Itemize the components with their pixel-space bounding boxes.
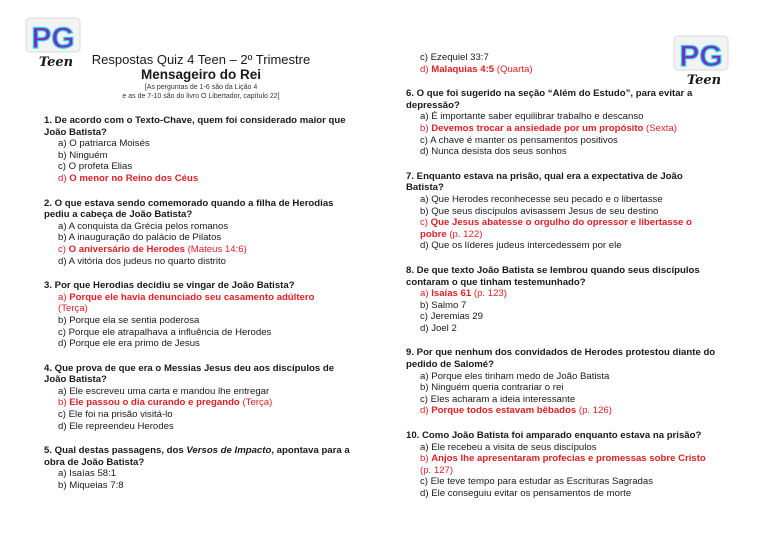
q8-option-a-reference: (p. 123) — [471, 288, 507, 300]
q6-option-b-letter: b) — [420, 122, 432, 134]
q5-option-a: a) Isaías 58:1 — [58, 468, 117, 480]
logo-text: PG — [31, 22, 75, 55]
q3-option-b: b) Porque ela se sentia poderosa — [58, 314, 200, 326]
q10-option-b-letter: b) — [420, 453, 432, 465]
q2-option-d: d) A vitória dos judeus no quarto distrito — [58, 255, 226, 267]
logo-subtext: Teen — [38, 55, 74, 70]
q8-option-a-answer: Isaías 61 — [431, 288, 472, 300]
q10-option-d: d) Ele conseguiu evitar os pensamentos de morte — [420, 488, 632, 499]
question-5-text-emphasis: Versos de Impacto — [186, 445, 272, 457]
question-2-text: 2. O que estava sendo comemorado quando a filha de Herodias pediu a cabeça de João Batista? — [44, 197, 334, 221]
q4-option-a: a) Ele escreveu uma carta e mandou lhe entregar — [58, 385, 270, 397]
q8-option-d: d) Joel 2 — [420, 322, 457, 334]
q1-option-d-answer: O menor no Reino dos Céus — [69, 172, 199, 184]
pg-teen-logo — [18, 12, 88, 74]
question-6-text: 6. O que foi sugerido na seção “Além do Estudo”, para evitar a depressão? — [406, 88, 693, 111]
q10-option-b-correct — [406, 453, 716, 476]
page-header — [80, 52, 322, 101]
q6-option-b-answer: Devemos trocar a ansiedade por um propósito — [431, 122, 644, 134]
q9-option-c: c) Eles acharam a ideia interessante — [420, 393, 576, 405]
q4-option-b-letter: b) — [58, 397, 70, 409]
q3-option-a-answer: Porque ele havia denunciado seu casamento adúltero — [69, 291, 315, 303]
question-8-text: 8. De que texto João Batista se lembrou quando seus discípulos contaram o que tinham testemunhado? — [406, 264, 700, 288]
q7-option-d: d) Que os líderes judeus intercedessem por ele — [420, 240, 622, 252]
q4-option-c: c) Ele foi na prisão visitá-lo — [58, 409, 173, 421]
q7-option-c-letter: c) — [420, 217, 431, 229]
q5-option-b: b) Miqueias 7:8 — [58, 480, 124, 492]
q3-option-a-correct — [44, 292, 354, 304]
q10-option-a: a) Ele recebeu a visita de seus discípulos — [420, 441, 597, 453]
q4-option-b-reference: (Terça) — [239, 397, 273, 409]
q9-option-d-letter: d) — [420, 405, 432, 417]
q10-option-b-reference: (p. 127) — [420, 464, 454, 476]
q5-option-d-answer: Malaquias 4:5 — [431, 63, 495, 75]
q9-option-b: b) Ninguém queria contrariar o rei — [420, 382, 564, 394]
question-5 — [44, 445, 354, 491]
q7-option-a: a) Que Herodes reconhecesse seu pecado e o libertasse — [420, 193, 663, 205]
q2-option-a: a) A conquista da Grécia pelos romanos — [58, 220, 229, 232]
logo-right-text: PG — [679, 40, 723, 73]
question-4-text: 4. Que prova de que era o Messias Jesus deu aos discípulos de João Batista? — [44, 362, 335, 386]
q3-option-a-letter: a) — [58, 291, 70, 303]
q9-option-d-correct — [406, 405, 716, 417]
right-column — [406, 52, 716, 513]
q1-option-a: a) O patriarca Moisés — [58, 138, 150, 150]
question-3-text: 3. Por que Herodias decidiu se vingar de João Batista? — [44, 280, 295, 292]
q8-option-c: c) Jeremias 29 — [420, 311, 483, 323]
question-9 — [406, 347, 716, 417]
q2-option-c-correct — [44, 244, 354, 256]
q8-option-b: b) Salmo 7 — [420, 299, 467, 311]
q10-option-c: c) Ele teve tempo para estudar as Escrituras Sagradas — [420, 476, 654, 488]
header-note-line-1: [As perguntas de 1-6 são da Lição 4 — [144, 84, 258, 91]
question-10-text: 10. Como João Batista foi amparado enquanto estava na prisão? — [406, 430, 702, 442]
q4-option-d: d) Ele repreendeu Herodes — [58, 420, 174, 432]
q5-option-c: c) Ezequiel 33:7 — [420, 52, 489, 63]
header-note-line-2: e as de 7-10 são do livro O Libertador, capítulo 22] — [122, 93, 280, 100]
page-subtitle: Mensageiro do Rei — [140, 67, 262, 82]
q1-option-d-letter: d) — [58, 172, 70, 184]
logo-right-subtext: Teen — [686, 73, 722, 88]
q7-option-c-reference: (p. 122) — [446, 228, 483, 240]
q3-option-c: c) Porque ele atrapalhava a influência de Herodes — [58, 326, 272, 338]
q3-option-d: d) Porque ele era primo de Jesus — [58, 338, 200, 350]
question-3 — [44, 280, 354, 350]
q9-option-d-reference: (p. 126) — [576, 405, 612, 417]
question-1 — [44, 115, 354, 185]
question-5-text — [44, 445, 354, 468]
question-5-text-end: , apontava para a obra de João Batista? — [44, 445, 350, 468]
q5-option-d-letter: d) — [420, 63, 432, 75]
question-5-continued — [406, 52, 716, 75]
q4-option-b-correct — [44, 397, 354, 409]
q5-option-d-reference: (Quarta) — [494, 63, 533, 75]
q7-option-c-correct — [406, 217, 716, 240]
question-4 — [44, 363, 354, 433]
page-title: Respostas Quiz 4 Teen – 2º Trimestre — [91, 52, 311, 67]
q7-option-b: b) Que seus discípulos avisassem Jesus de seu destino — [420, 205, 659, 217]
q1-option-c: c) O profeta Elias — [58, 161, 133, 173]
q2-option-b: b) A inauguração do palácio de Pilatos — [58, 232, 222, 244]
question-6 — [406, 88, 716, 158]
q2-option-c-reference: (Mateus 14:6) — [184, 243, 247, 255]
question-7-text: 7. Enquanto estava na prisão, qual era a expectativa de João Batista? — [406, 170, 683, 194]
question-8 — [406, 265, 716, 335]
q6-option-c: c) A chave é manter os pensamentos positivos — [420, 134, 618, 146]
q6-option-a: a) É importante saber equilibrar trabalho e descanso — [420, 111, 644, 123]
q3-option-a-reference: (Terça) — [58, 303, 88, 315]
q8-option-a-letter: a) — [420, 288, 432, 300]
q2-option-c-answer: O aniversário de Herodes — [68, 243, 185, 255]
question-5-text-start: 5. Qual destas passagens, dos — [44, 445, 187, 457]
pg-teen-logo-graphic — [18, 12, 88, 74]
q1-option-b: b) Ninguém — [58, 149, 108, 161]
q2-option-c-letter: c) — [58, 243, 69, 255]
question-10 — [406, 430, 716, 500]
q4-option-b-answer: Ele passou o dia curando e pregando — [69, 397, 240, 409]
q7-option-c-answer: Que Jesus abatesse o orgulho do opressor e libertasse o pobre — [420, 217, 692, 240]
question-7 — [406, 171, 716, 252]
q1-option-d-correct — [44, 173, 354, 185]
q6-option-d: d) Nunca desista dos seus sonhos — [420, 146, 567, 158]
q6-option-b-reference: (Sexta) — [643, 122, 677, 134]
q5-option-d-correct — [406, 64, 716, 76]
q9-option-a: a) Porque eles tinham medo de João Batista — [420, 370, 610, 382]
left-column — [44, 115, 354, 505]
q10-option-b-answer: Anjos lhe apresentaram profecias e promessas sobre Cristo — [431, 453, 706, 465]
q9-option-d-answer: Porque todos estavam bêbados — [431, 405, 577, 417]
q8-option-a-correct — [406, 288, 716, 300]
question-2 — [44, 198, 354, 268]
q6-option-b-correct — [406, 123, 716, 135]
question-1-text: 1. De acordo com o Texto-Chave, quem foi considerado maior que João Batista? — [44, 115, 346, 138]
question-9-text: 9. Por que nenhum dos convidados de Herodes protestou diante do pedido de Salomé? — [406, 347, 716, 371]
